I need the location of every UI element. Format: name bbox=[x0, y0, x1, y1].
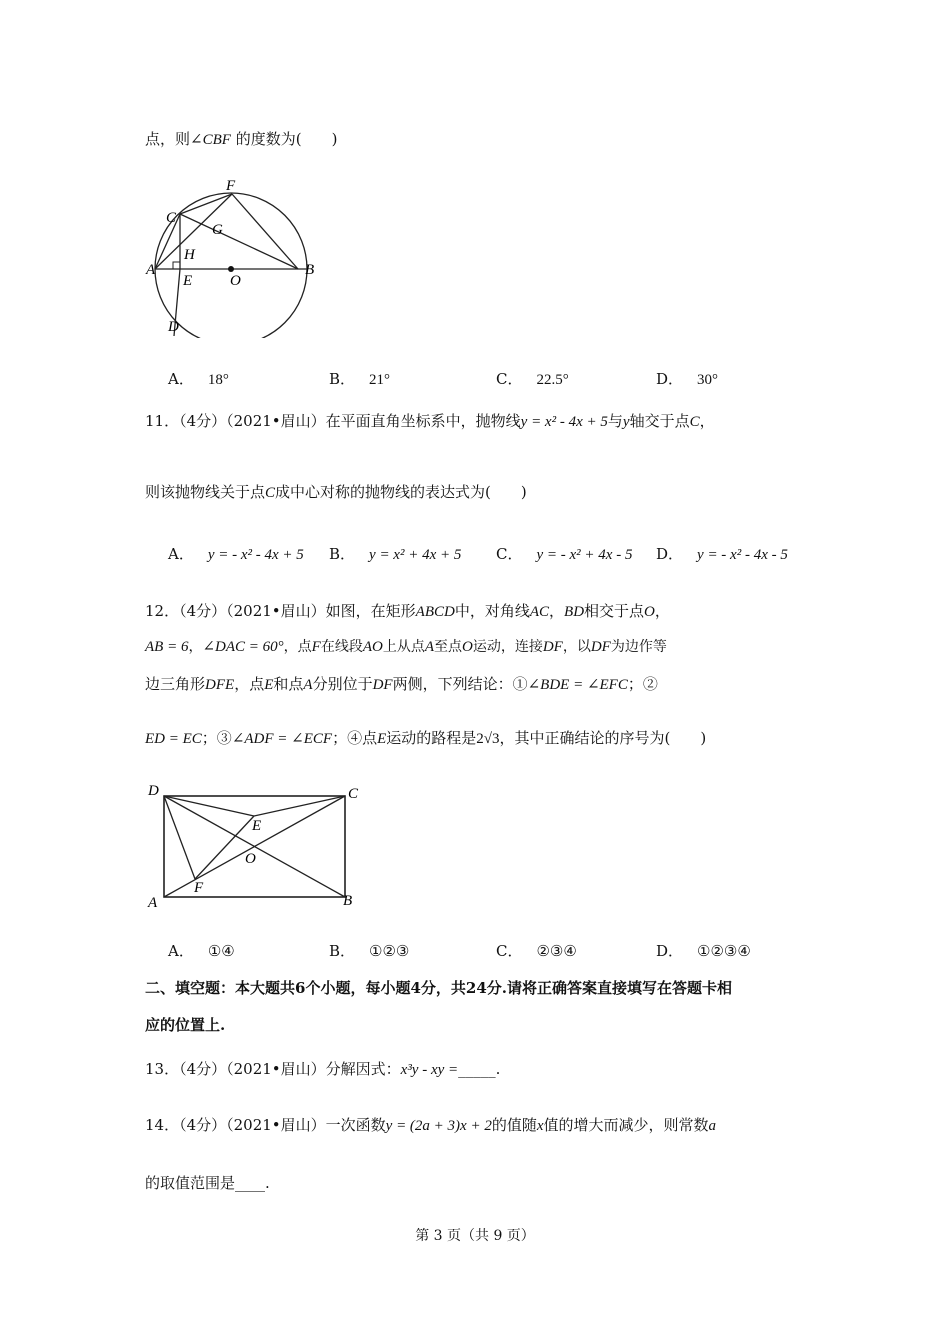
q12-option-b[interactable]: B． ①②③ bbox=[329, 942, 410, 960]
label-A: A bbox=[148, 895, 158, 910]
section2-heading-cont: 应的位置上. bbox=[145, 1016, 226, 1034]
q12-option-d[interactable]: D． ①②③④ bbox=[656, 942, 751, 960]
q11-option-c[interactable]: C． y = - x² + 4x - 5 bbox=[496, 545, 633, 563]
q10-option-a[interactable]: A． 18° bbox=[168, 370, 229, 388]
q13-line: 13．（4分）（2021•眉山）分解因式：x³y - xy =_____. bbox=[145, 1060, 501, 1078]
q10-circle-figure bbox=[140, 178, 340, 338]
q11-line2: 则该抛物线关于点C成中心对称的抛物线的表达式为( ) bbox=[145, 483, 527, 501]
label-D: D bbox=[148, 783, 159, 799]
label-F: F bbox=[226, 178, 236, 194]
label-G: G bbox=[212, 222, 223, 238]
q14-line1: 14．（4分）（2021•眉山）一次函数y = (2a + 3)x + 2的值随x值的增大而减少，则常数a bbox=[145, 1116, 717, 1134]
q12-line1: 12．（4分）（2021•眉山）如图，在矩形ABCD中，对角线AC，BD相交于点O， bbox=[145, 602, 670, 620]
q11-line1: 11．（4分）（2021•眉山）在平面直角坐标系中，抛物线y = x² - 4x + 5与y轴交于点C， bbox=[145, 412, 715, 430]
label-A: A bbox=[146, 262, 156, 278]
q11-option-a[interactable]: A． y = - x² - 4x + 5 bbox=[168, 545, 304, 563]
q14-line2: 的取值范围是____. bbox=[145, 1174, 270, 1192]
label-C: C bbox=[166, 210, 177, 226]
q12-line3: 边三角形DFE，点E和点A分别位于DF两侧，下列结论：①∠BDE = ∠EFC；② bbox=[145, 675, 658, 693]
q12-line2: AB = 6，∠DAC = 60°，点F在线段AO上从点A至点O运动，连接DF，以DF为边作等 bbox=[145, 639, 667, 655]
q11-option-b[interactable]: B． y = x² + 4x + 5 bbox=[329, 545, 462, 563]
section2-heading: 二、填空题：本大题共6个小题，每小题4分，共24分.请将正确答案直接填写在答题卡相 bbox=[145, 979, 732, 997]
q12-rectangle-figure bbox=[143, 780, 368, 910]
label-O: O bbox=[245, 851, 256, 867]
label-B: B bbox=[305, 262, 315, 278]
q11-option-d[interactable]: D． y = - x² - 4x - 5 bbox=[656, 545, 788, 563]
q12-option-c[interactable]: C． ②③④ bbox=[496, 942, 577, 960]
q10-option-c[interactable]: C． 22.5° bbox=[496, 370, 569, 388]
q12-option-a[interactable]: A． ①④ bbox=[168, 942, 235, 960]
q12-line4: ED = EC；③∠ADF = ∠ECF；④点E运动的路程是2√3，其中正确结论的序号为( ) bbox=[145, 729, 707, 747]
q10-option-b[interactable]: B． 21° bbox=[329, 370, 391, 388]
page-footer: 第 3 页（共 9 页） bbox=[415, 1228, 535, 1244]
label-O: O bbox=[230, 273, 241, 289]
q10-text: 点，则∠CBF 的度数为( ) bbox=[145, 130, 338, 148]
label-H: H bbox=[184, 247, 195, 263]
label-D: D bbox=[168, 319, 179, 335]
label-E: E bbox=[183, 273, 193, 289]
label-B: B bbox=[343, 893, 353, 909]
label-E: E bbox=[252, 818, 262, 834]
label-C: C bbox=[348, 786, 359, 802]
label-F: F bbox=[194, 880, 204, 896]
q10-option-d[interactable]: D． 30° bbox=[656, 370, 719, 388]
